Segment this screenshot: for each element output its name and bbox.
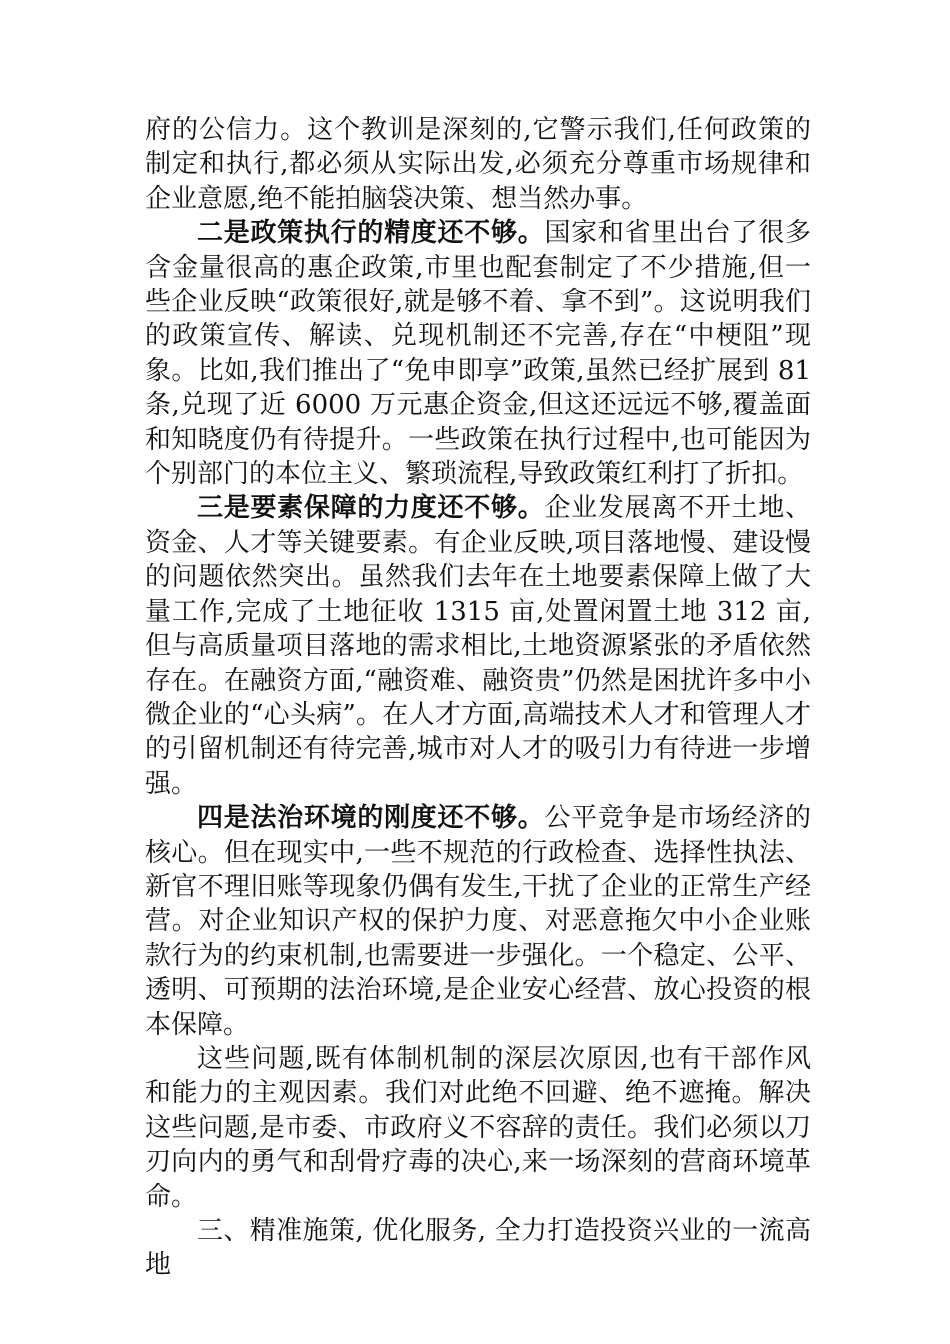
paragraph-text: 国家和省里出台了很多含金量很高的惠企政策,市里也配套制定了不少措施,但一些企业反映“政策很好,就是够不着、拿不到”。这说明我们的政策宣传、解读、兑现机制还不完善,存在“中梗阻”现象。比如,我们推出了“免申即享”政策,虽然已经扩展到 81 条,兑现了近 6000 万元惠企资金,但这还远远不够,覆盖面和知晓度仍有待提升。一些政策在执行过程中,也可能因为个别部门的本位主义、繁琐流程,导致政策红利打了折扣。 bbox=[145, 218, 811, 490]
paragraph-factor-guarantee bbox=[145, 491, 811, 801]
paragraph-text: 企业发展离不开土地、资金、人才等关键要素。有企业反映,项目落地慢、建设慢的问题依然突出。虽然我们去年在土地要素保障上做了大量工作,完成了土地征收 1315 亩,处置闲置土地 312 亩,但与高质量项目落地的需求相比,土地资源紧张的矛盾依然存在。在融资方面,“融资难、融资贵”仍然是困扰许多中小微企业的“心头病”。在人才方面,高端技术人才和管理人才的引留机制还有待完善,城市对人才的吸引力有待进一步增强。 bbox=[145, 493, 811, 799]
paragraph-legal-environment bbox=[145, 801, 811, 1042]
paragraph-text: 这些问题,既有体制机制的深层次原因,也有干部作风和能力的主观因素。我们对此绝不回避、绝不遮掩。解决这些问题,是市委、市政府义不容辞的责任。我们必须以刀刃向内的勇气和刮骨疗毒的决心,来一场深刻的营商环境革命。 bbox=[145, 1043, 811, 1212]
paragraph-lead: 四是法治环境的刚度还不够。 bbox=[197, 803, 545, 834]
paragraph-lead: 三是要素保障的力度还不够。 bbox=[197, 493, 545, 524]
document-body bbox=[145, 113, 811, 1283]
section-heading bbox=[145, 1214, 811, 1283]
paragraph-continuation bbox=[145, 113, 811, 216]
paragraph-policy-execution bbox=[145, 216, 811, 491]
paragraph-text: 府的公信力。这个教训是深刻的,它警示我们,任何政策的制定和执行,都必须从实际出发,必须充分尊重市场规律和企业意愿,绝不能拍脑袋决策、想当然办事。 bbox=[145, 115, 811, 214]
paragraph-text: 公平竞争是市场经济的核心。但在现实中,一些不规范的行政检查、选择性执法、新官不理旧账等现象仍偶有发生,干扰了企业的正常生产经营。对企业知识产权的保护力度、对恶意拖欠中小企业账款行为的约束机制,也需要进一步强化。一个稳定、公平、透明、可预期的法治环境,是企业安心经营、放心投资的根本保障。 bbox=[145, 803, 811, 1040]
paragraph-summary bbox=[145, 1042, 811, 1214]
section-heading-text: 三、精准施策, 优化服务, 全力打造投资兴业的一流高地 bbox=[145, 1216, 811, 1281]
paragraph-lead: 二是政策执行的精度还不够。 bbox=[197, 218, 545, 249]
